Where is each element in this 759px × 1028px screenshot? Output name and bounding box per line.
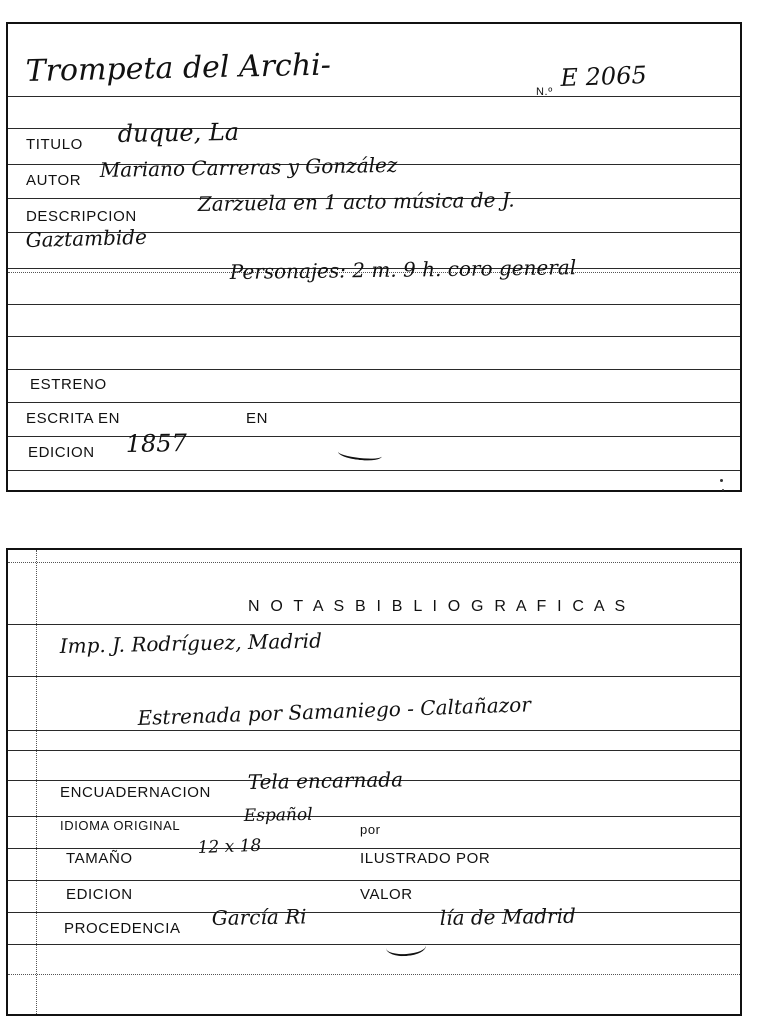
ruled-line	[8, 336, 740, 337]
titulo-value: duque, La	[117, 117, 240, 148]
catalog-card-back	[6, 548, 742, 1016]
ruled-line	[8, 730, 740, 731]
autor-value: Mariano Carreras y González	[99, 152, 398, 182]
procedencia-value-continued: lía de Madrid	[439, 903, 577, 930]
en-label: EN	[246, 410, 269, 427]
ruled-line	[8, 676, 740, 677]
ruled-line	[8, 369, 740, 370]
note-line-2: Estrenada por Samaniego - Caltañazor	[137, 692, 532, 730]
tamano-label: TAMAÑO	[66, 850, 133, 867]
archive-number-value: E 2065	[560, 61, 648, 92]
valor-label: VALOR	[360, 886, 413, 903]
encuadernacion-label: ENCUADERNACION	[60, 784, 211, 801]
ink-speck	[722, 489, 724, 491]
tamano-value: 12 x 18	[197, 835, 262, 858]
ink-stroke	[385, 937, 426, 958]
descripcion-value-continued: Gaztambide	[25, 224, 148, 252]
edicion-label: EDICION	[66, 886, 133, 903]
ruled-line	[8, 304, 740, 305]
encuadernacion-value: Tela encarnada	[247, 767, 404, 794]
ruled-line	[8, 816, 740, 817]
notas-bibliograficas-heading: N O T A S B I B L I O G R A F I C A S	[248, 598, 629, 615]
personajes-value: Personajes: 2 m. 9 h. coro general	[229, 255, 577, 284]
edicion-value: 1857	[125, 428, 188, 458]
ruled-line	[8, 974, 740, 975]
descripcion-label: DESCRIPCION	[26, 208, 137, 225]
archive-number-label: N.º	[536, 86, 553, 98]
titulo-label: TITULO	[26, 136, 83, 153]
ruled-line	[8, 436, 740, 437]
ruled-line	[8, 624, 740, 625]
procedencia-label: PROCEDENCIA	[64, 920, 181, 937]
autor-label: AUTOR	[26, 172, 82, 189]
ruled-line	[8, 848, 740, 849]
catalog-card-front	[6, 22, 742, 492]
por-label: por	[360, 822, 381, 837]
ruled-line	[8, 880, 740, 881]
procedencia-value: García Ri	[211, 904, 307, 930]
note-line-1: Imp. J. Rodríguez, Madrid	[59, 628, 323, 658]
estreno-label: ESTRENO	[30, 376, 107, 393]
handwritten-title: Trompeta del Archi-	[25, 47, 332, 89]
ruled-line	[8, 750, 740, 751]
ink-stroke	[337, 446, 382, 463]
edicion-label: EDICION	[28, 444, 95, 461]
ruled-line	[8, 96, 740, 97]
idioma-original-value: Español	[243, 804, 313, 826]
idioma-original-label: IDIOMA ORIGINAL	[60, 818, 181, 833]
ilustrado-por-label: ILUSTRADO POR	[360, 850, 491, 867]
ruled-line	[8, 944, 740, 945]
escrita-en-label: ESCRITA EN	[26, 410, 121, 427]
descripcion-value: Zarzuela en 1 acto música de J.	[197, 187, 515, 216]
ink-speck	[720, 479, 723, 482]
ruled-line	[8, 912, 740, 913]
ruled-line	[8, 562, 740, 563]
ruled-line	[8, 470, 740, 471]
ruled-line	[8, 402, 740, 403]
